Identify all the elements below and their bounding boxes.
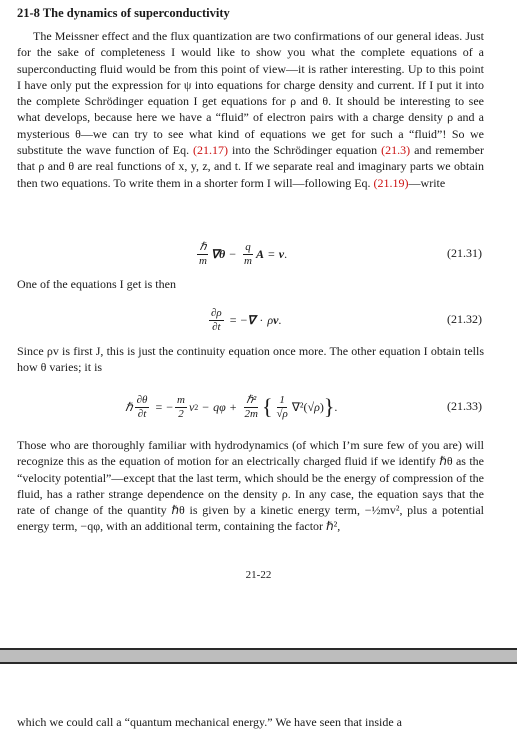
equation-link-21-19[interactable]: (21.19) <box>373 175 409 190</box>
section-heading: 21-8 The dynamics of superconductivity <box>17 6 230 20</box>
equation-body: $\frac{\text{ℏ}}{m}$ ∇θ − $\frac{q}{m}$ A = v . <box>199 240 288 267</box>
equation-21-31 <box>17 232 484 276</box>
equation-body: ℏ $\frac{\partial\theta}{\partial t}$ = − $\frac{m}{2}$ v 2 − qφ + $\frac{\text{ℏ²}}{2m}$ { $\frac{1}{√\rho}$ ∇²(√ ρ ) } . <box>125 393 338 420</box>
next-document-page <box>0 664 517 734</box>
page-number: 21-22 <box>245 569 272 581</box>
equation-21-33 <box>17 385 484 429</box>
equation-link-21-3[interactable]: (21.3) <box>381 143 411 158</box>
equation-body: $\frac{\partial\rho}{\partial t}$ = − ∇ · ρ v . <box>211 306 282 333</box>
paragraph-text: Those who are thoroughly familiar with hydrodynamics (of which I’m sure few of you are) will recognize this as the equation of motion for an electrically charged fluid if we identify ℏθ as the “velocity potential”—except that the last term, which should be the energy of compression of the fluid, has a rather strange dependence on the density ρ. In any case, the equation says that the rate of change of the quantity ℏθ is given by a kinetic energy term, −½mv², plus a potential energy term, −qφ, with an additional term, containing the factor ℏ², <box>17 438 484 534</box>
equation-number: (21.33) <box>447 399 482 413</box>
equation-number: (21.32) <box>447 312 482 326</box>
paragraph-text: One of the equations I get is then <box>17 277 176 291</box>
equation-21-32 <box>17 298 484 342</box>
equation-link-21-17[interactable]: (21.17) <box>193 143 229 158</box>
paragraph-intro: The Meissner effect and the flux quantization are two confirmations of our general ideas. Just for the sake of completeness I would like to show you what the complete equations of a superconducting fluid would be from this point of view—it is rather interesting. Up to this point I have only put the expression for ψ into equations for charge density and current. If I put it into the complete Schrödinger equation I get equations for ρ and θ. It should be interesting to see what develops, because here we have a “fluid” of electron pairs with a charge density ρ and a mysterious θ—we can try to see what kind of equations we get for such a “fluid”! So we substitute the wave function of Eq. (21.17) into the Schrödinger equation (21.3) and remember that ρ and θ are real functions of x, y, z, and t. If we separate real and imaginary parts we obtain then two equations. To write them in a shorter form I will—following Eq. (21.19)—write <box>17 29 485 190</box>
page-separator <box>0 648 517 664</box>
paragraph-text: Since ρv is first J, this is just the continuity equation once more. The other equation I obtain tells how θ varies; it is <box>17 344 484 375</box>
equation-number: (21.31) <box>447 246 482 260</box>
next-page-text: which we could call a “quantum mechanical energy.” We have seen that inside a <box>17 715 402 729</box>
